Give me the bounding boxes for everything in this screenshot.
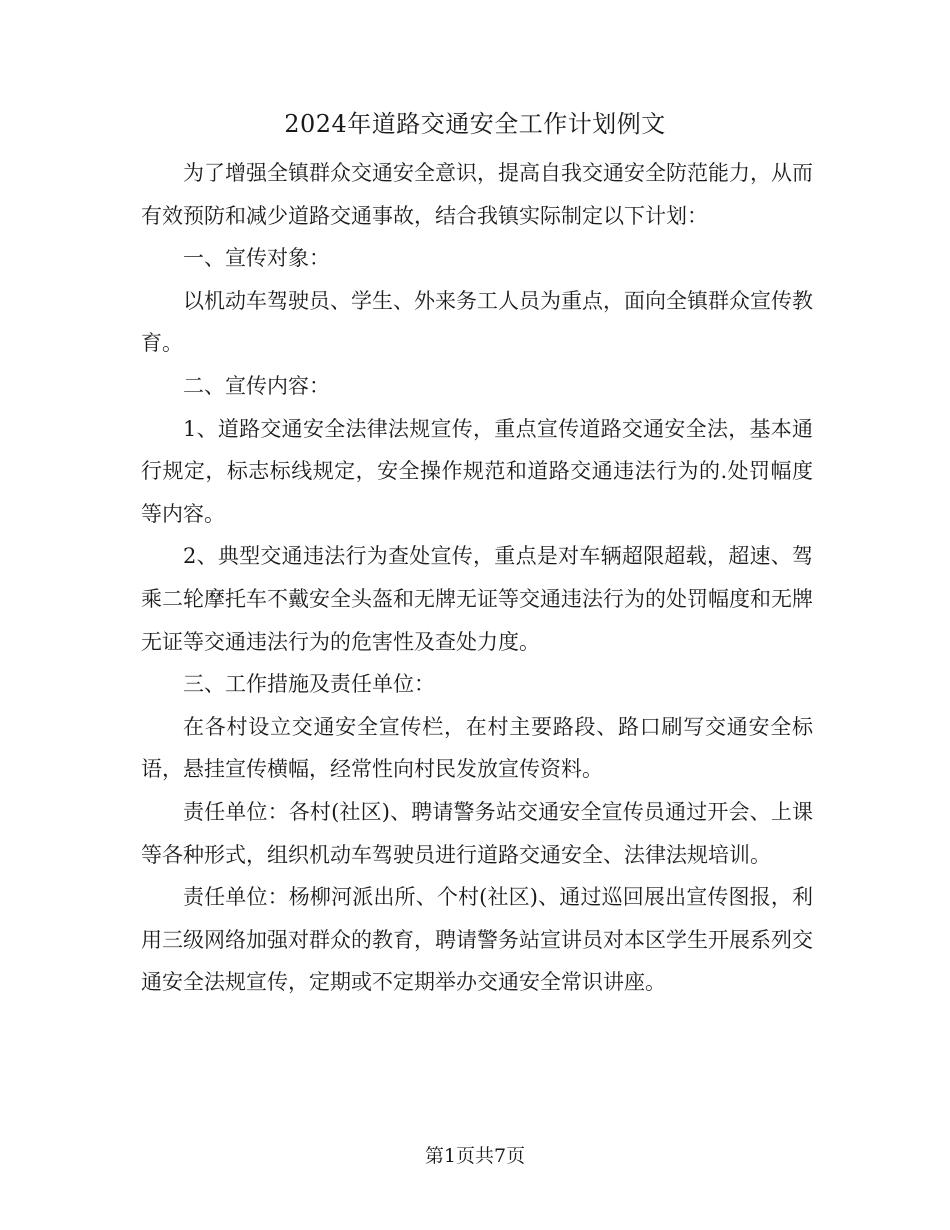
paragraph-intro: 为了增强全镇群众交通安全意识，提高自我交通安全防范能力，从而有效预防和减少道路交通事故，结合我镇实际制定以下计划：	[141, 161, 813, 228]
document-title	[0, 104, 950, 144]
heading-propaganda-content: 二、宣传内容：	[183, 373, 330, 398]
document-title-text: 2024年道路交通安全工作计划例文	[284, 110, 666, 138]
document-body	[141, 152, 813, 1004]
paragraph-propaganda-target: 以机动车驾驶员、学生、外来务工人员为重点，面向全镇群众宣传教育。	[141, 288, 813, 356]
heading-measures: 三、工作措施及责任单位：	[183, 672, 435, 697]
page-number-footer: 第1页共7页	[424, 1145, 526, 1167]
paragraph-content-item-1: 1、道路交通安全法律法规宣传，重点宣传道路交通安全法，基本通行规定，标志标线规定，安全操作规范和道路交通违法行为的.处罚幅度等内容。	[141, 416, 813, 526]
paragraph-content-item-2: 2、典型交通违法行为查处宣传，重点是对车辆超限超载，超速、驾乘二轮摩托车不戴安全头盔和无牌无证等交通违法行为的处罚幅度和无牌无证等交通违法行为的危害性及查处力度。	[141, 544, 813, 654]
paragraph-responsible-unit-2: 责任单位：杨柳河派出所、个村(社区)、通过巡回展出宣传图报，利用三级网络加强对群众的教育，聘请警务站宣讲员对本区学生开展系列交通安全法规宣传，定期或不定期举办交通安全常识讲座。	[141, 885, 813, 995]
heading-propaganda-target: 一、宣传对象：	[183, 246, 330, 271]
paragraph-measures: 在各村设立交通安全宣传栏，在村主要路段、路口刷写交通安全标语，悬挂宣传横幅，经常性向村民发放宣传资料。	[141, 714, 813, 782]
paragraph-responsible-unit-1: 责任单位：各村(社区)、聘请警务站交通安全宣传员通过开会、上课等各种形式，组织机动车驾驶员进行道路交通安全、法律法规培训。	[141, 799, 813, 867]
